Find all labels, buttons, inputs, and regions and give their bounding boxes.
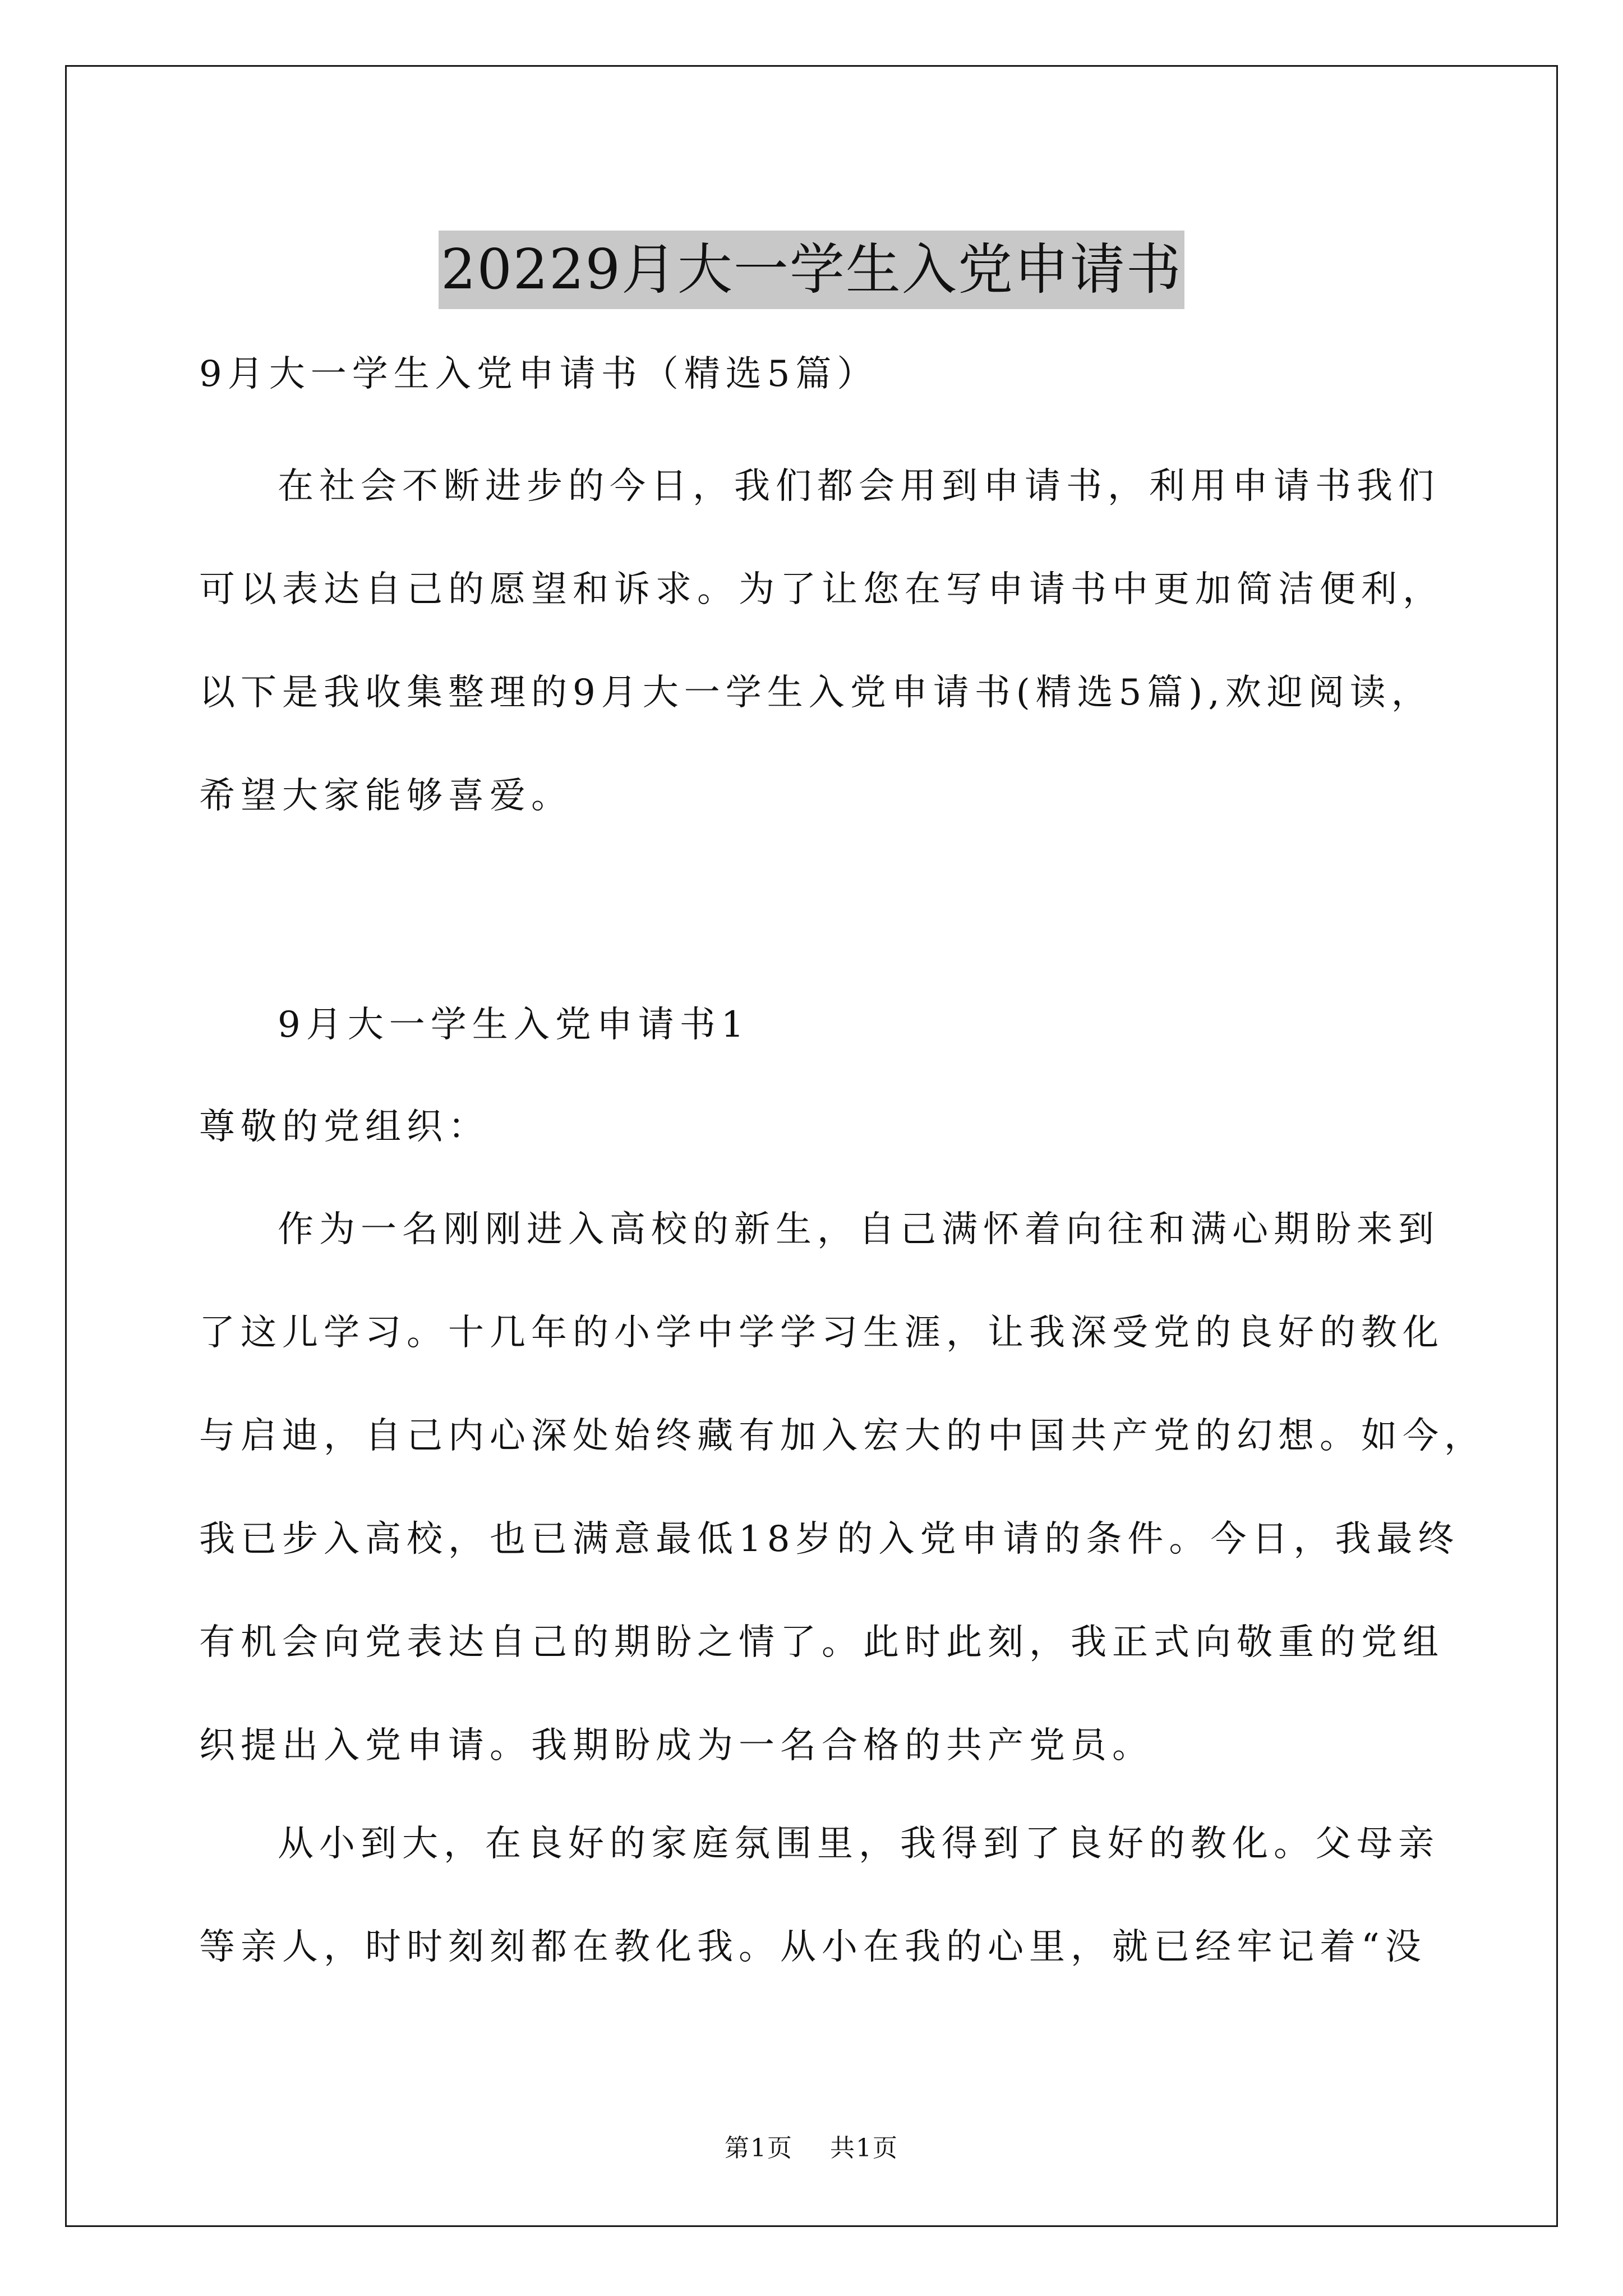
text-line: 以下是我收集整理的9月大一学生入党申请书(精选5篇),欢迎阅读， (199, 672, 1433, 714)
section-heading (199, 973, 1433, 1076)
text-line: 从小到大，在良好的家庭氛围里，我得到了良好的教化。父母亲 (278, 1823, 1440, 1865)
body-paragraph-1 (199, 1178, 1486, 1797)
document-title: 20229月大一学生入党申请书 (439, 231, 1184, 309)
section-heading-text: 9月大一学生入党申请书1 (278, 1004, 750, 1046)
subtitle (199, 323, 1433, 426)
subtitle-text: 9月大一学生入党申请书（精选5篇） (199, 353, 879, 395)
salutation (199, 1075, 1433, 1179)
text-line: 了这儿学习。十几年的小学中学学习生涯，让我深受党的良好的教化 (199, 1312, 1444, 1354)
text-line: 与启迪，自己内心深处始终藏有加入宏大的中国共产党的幻想。如今， (199, 1415, 1486, 1457)
text-line: 在社会不断进步的今日，我们都会用到申请书，利用申请书我们 (278, 466, 1440, 507)
text-line: 可以表达自己的愿望和诉求。为了让您在写申请书中更加简洁便利， (199, 569, 1444, 610)
text-line: 作为一名刚刚进入高校的新生，自己满怀着向往和满心期盼来到 (278, 1209, 1440, 1250)
page-number-current: 第1页 (725, 2134, 793, 2162)
body-paragraph-2 (199, 1792, 1440, 1999)
text-line: 希望大家能够喜爱。 (199, 775, 573, 817)
page-number-total: 共1页 (830, 2134, 898, 2162)
intro-paragraph (199, 435, 1444, 848)
page-footer (0, 2132, 1623, 2165)
text-line: 我已步入高校，也已满意最低18岁的入党申请的条件。今日，我最终 (199, 1519, 1460, 1560)
text-line: 织提出入党申请。我期盼成为一名合格的共产党员。 (199, 1725, 1154, 1766)
salutation-text: 尊敬的党组织： (199, 1106, 490, 1148)
text-line: 等亲人，时时刻刻都在教化我。从小在我的心里，就已经牢记着“没 (199, 1926, 1427, 1968)
text-line: 有机会向党表达自己的期盼之情了。此时此刻，我正式向敬重的党组 (199, 1622, 1444, 1663)
